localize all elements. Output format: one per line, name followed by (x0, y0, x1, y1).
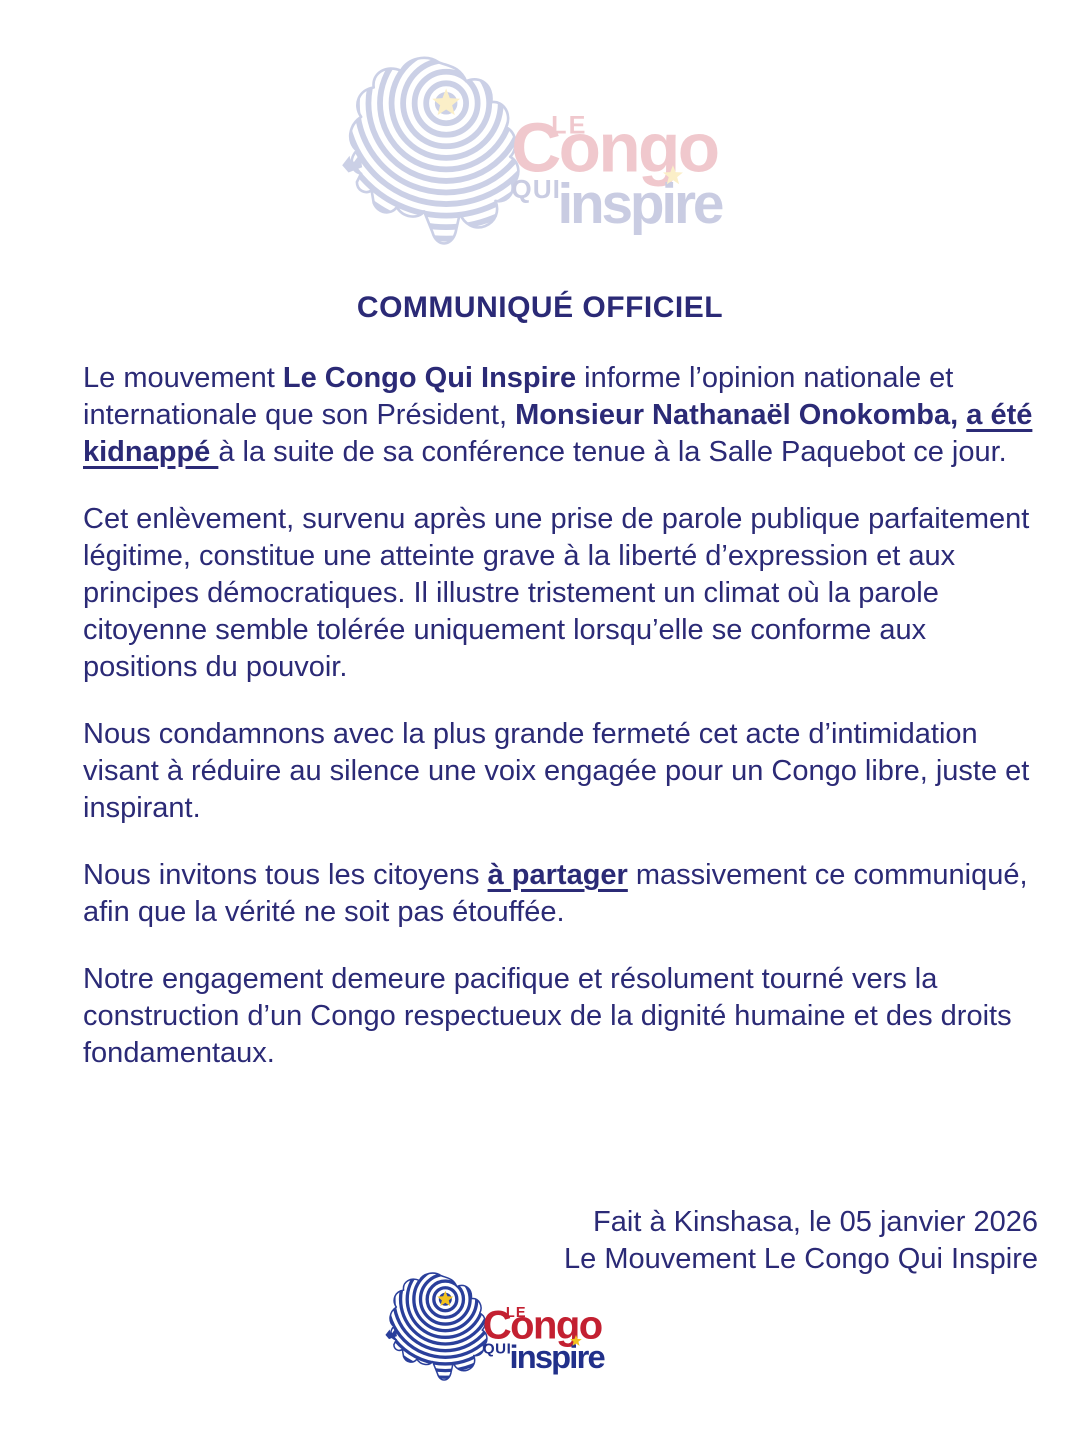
movement-name-bold: Le Congo Qui Inspire (282, 362, 577, 394)
text-run: Cet enlèvement, survenu après une prise de parole publique parfaitement légitime, constitue une atteinte grave à la liberté d’expression et aux principes démocratiques. Il illustre tristement un climat où la parole citoyenne semble tolérée uniquement lorsqu’elle se conforme aux positions du pouvoir. (83, 503, 1030, 683)
signature-author: Le Mouvement Le Congo Qui Inspire (564, 1243, 1038, 1275)
signature-place-date: Fait à Kinshasa, le 05 janvier 2026 (593, 1206, 1038, 1238)
signature-block (564, 1204, 1038, 1278)
text-run: Notre engagement demeure pacifique et résolument tourné vers la construction d’un Congo respectueux de la dignité humaine et des droits fondamentaux. (83, 963, 1012, 1069)
paragraph-call-to-share (83, 857, 1035, 931)
paragraph-condemnation (83, 716, 1035, 827)
share-underline: à partager (487, 859, 628, 891)
page-title: COMMUNIQUÉ OFFICIEL (356, 291, 724, 324)
paragraph-context (83, 501, 1035, 686)
logo-watermark (338, 56, 758, 266)
president-name-bold: Monsieur Nathanaël Onokomba, (515, 399, 967, 431)
text-run: massivement ce communiqué, afin que la vérité ne soit pas étouffée. (83, 859, 1028, 928)
text-run: informe l’opinion nationale et internationale que son Président, (83, 362, 954, 431)
text-run: Nous invitons tous les citoyens (83, 859, 488, 891)
text-run: Nous condamnons avec la plus grande fermeté cet acte d’intimidation visant à réduire au silence une voix engagée pour un Congo libre, juste et inspirant. (83, 718, 1030, 824)
kidnapped-underline: a été kidnappé (83, 399, 1033, 468)
communique-body (83, 360, 1035, 1102)
text-run: à la suite de sa conférence tenue à la Salle Paquebot ce jour. (218, 436, 1007, 468)
paragraph-announcement (83, 360, 1035, 471)
text-run: Le mouvement (83, 362, 283, 394)
logo-footer (383, 1272, 625, 1393)
paragraph-commitment (83, 961, 1035, 1072)
